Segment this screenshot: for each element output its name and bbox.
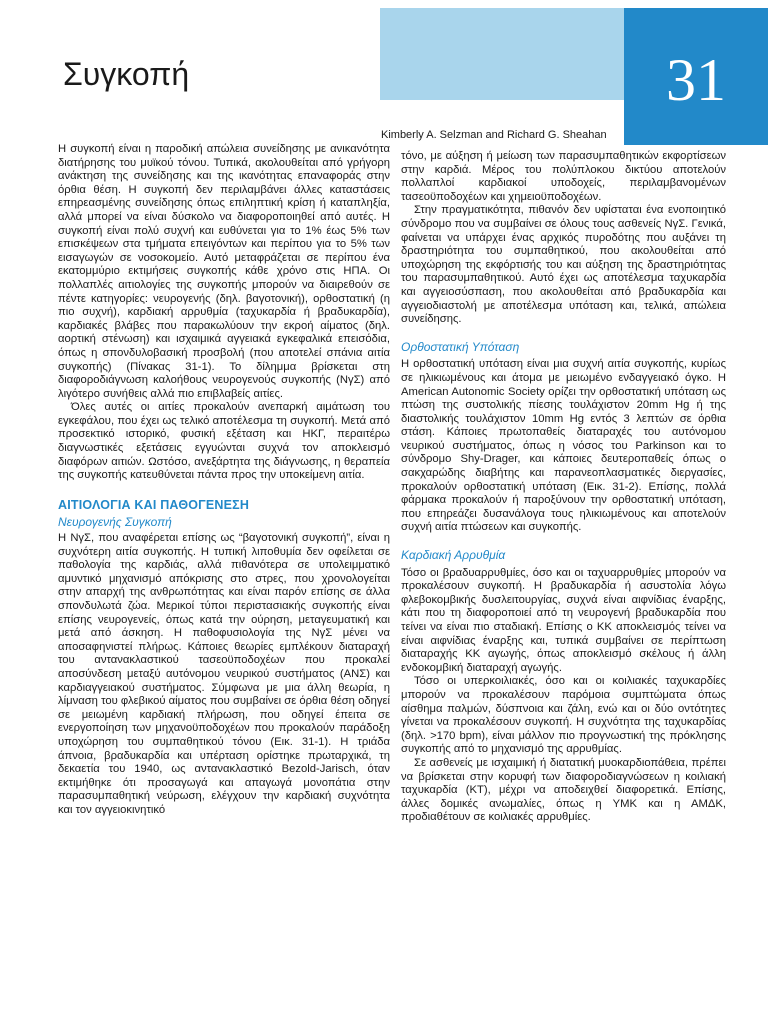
right-column xyxy=(401,150,726,825)
paragraph: Όλες αυτές οι αιτίες προκαλούν ανεπαρκή αιμάτωση του εγκεφάλου, που έχει ως τελικό αποτέλεσμα τη συγκοπή. Μετά από προσεκτικό ιστορικό, φυσική εξέταση και ΗΚΓ, περαιτέρω διαγνωστικές εξετάσεις εγγυώνται συχνά τον αποκλεισμό διαφόρων αιτιών. Ωστόσο, ανεξάρτητα της διάγνωσης, η θεραπεία της συγκοπής κατευθύνεται πάντα προς την υποκείμενη αιτία. xyxy=(58,401,390,482)
paragraph: Σε ασθενείς με ισχαιμική ή διατατική μυοκαρδιοπάθεια, πρέπει να βρίσκεται στην κορυφή των διαφοροδιαγνώσεων η κοιλιακή ταχυκαρδία (ΚΤ), μέχρι να αποδειχθεί διαφορετικά. Επίσης, άλλες δομικές ανωμαλίες, όπως η ΥΜΚ και η ΑΜΔΚ, προδιαθέτουν σε κοιλιακές αρρυθμίες. xyxy=(401,756,726,824)
chapter-authors: Kimberly A. Selzman and Richard G. Sheahan xyxy=(381,129,607,141)
chapter-number-box xyxy=(624,8,768,145)
paragraph: Στην πραγματικότητα, πιθανόν δεν υφίσταται ένα ενοποιητικό σύνδρομο που να συμβαίνει σε όλους τους ασθενείς ΝγΣ. Γενικά, φαίνεται να υπάρχει ένας αρχικός πυροδότης που αυξάνει τη δραστηριότητα του συμπαθητικού, που ακολουθείται από υποχώρηση της εκφόρτισής του και αύξηση της δραστηριότητας του παρασυμπαθητικού. Αυτό έχει ως αποτέλεσμα ταχυκαρδία και αγγειοσύσπαση, που ακολουθείται από βραδυκαρδία και αγγειοδιαστολή με αποτέλεσμα υπόταση και, τελικά, απώλεια συνείδησης. xyxy=(401,204,726,326)
left-column xyxy=(58,143,390,818)
subsection-heading: Νευρογενής Συγκοπή xyxy=(58,515,172,530)
subsection-heading: Ορθοστατική Υπόταση xyxy=(401,339,520,354)
paragraph: Η ορθοστατική υπόταση είναι μια συχνή αιτία συγκοπής, κυρίως σε ηλικιωμένους και άτομα με μειωμένο ενδαγγειακό όγκο. Η American Autonomic Society ορίζει την ορθοστατική υπόταση ως πτώση της συστολικής πίεσης τουλάχιστον 20mm Hg ή της διαστολικής τουλάχιστον 10mm Hg εντός 3 λεπτών σε όρθια στάση. Κάποιες πρωτοπαθείς διαταραχές του αυτόνομου νευρικού συστήματος, όπως η νόσος του Parkinson και το σύνδρομο Shy-Drager, και κάποιες δευτεροπαθείς όπως ο σακχαρώδης διαβήτης και παρανεοπλασματικές διεργασίες, προκαλούν ορθοστατική υπόταση (Εικ. 31-2). Επίσης, πολλά φάρμακα προκαλούν ή παροξύνουν την ορθοστατική υπόταση, που επηρεάζει δυσανάλογα τους ηλικιωμένους και αποτελούν συχνή αιτία πτώσεων και συγκοπής. xyxy=(401,358,726,534)
paragraph: Η συγκοπή είναι η παροδική απώλεια συνείδησης με ανικανότητα διατήρησης του μυϊκού τόνου. Τυπικά, ακολουθείται από γρήγορη ανάκτηση της συνείδησης και της ικανότητας επαναφοράς στην όρθια θέση. Η συγκοπή δεν περιλαμβάνει άλλες καταστάσεις επηρεασμένης συνείδησης όπως επιληπτική κρίση ή καταπληξία, αλλά μπορεί να είναι δύσκολο να διαφοροποιηθεί από αυτές. Η συγκοπή είναι πολύ συχνή και ευθύνεται για το 1% έως 5% των επισκέψεων στα τμήματα επειγόντων και περίπου για το 5% των εισαγωγών σε νοσοκομείο. Αυτό μεταφράζεται σε περίπου ένα εκατομμύριο εκτιμήσεις συγκοπής κάθε χρόνο στις ΗΠΑ. Οι πολλαπλές αιτιολογίες της συγκοπής μπορούν να διαιρεθούν σε πέντε κατηγορίες: νευρογενής (δηλ. βαγοτονική), ορθοστατική (η πιο συχνή), καρδιακή αρρυθμία (ταχυκαρδία ή βραδυκαρδία), καρδιακές βλάβες που παρακωλύουν την εκροή αίματος (δηλ. αορτική στένωση) και ισχαιμικά αγγειακά εγκεφαλικά επεισόδια, όπως η σπονδυλοβασική προσβολή (που αποτελεί σπάνια αιτία συγκοπής) (Πίνακας 31-1). Το δίλημμα βρίσκεται στη διαφοροδιάγνωση καλοήθους νευρογενούς συγκοπής (ΝγΣ) από λιγότερο συνήθεις αλλά πιο επιβλαβείς αιτίες. xyxy=(58,143,390,400)
subsection-heading: Καρδιακή Αρρυθμία xyxy=(401,548,506,563)
chapter-title: Συγκοπή xyxy=(63,56,190,92)
paragraph: τόνο, με αύξηση ή μείωση των παρασυμπαθητικών εκφορτίσεων στην καρδιά. Μέρος του πολύπλοκου δικτύου αποτελούν πολλαπλοί καρδιακοί υποδοχείς, περιλαμβανομένων τασεοϋποδοχέων και χημειοϋποδοχέων. xyxy=(401,150,726,203)
paragraph: Η ΝγΣ, που αναφέρεται επίσης ως “βαγοτονική συγκοπή”, είναι η συχνότερη αιτία συγκοπής. Η τυπική λιποθυμία δεν οφείλεται σε παθολογία της καρδιάς, αλλά πιθανότερα σε υπολειμματικό αμυντικό μηχανισμό απόκρισης στο στρες, που χρονολογείται στην απαρχή της ανθρωπότητας και είναι παρόν επίσης σε άλλα σπονδυλωτά ζώα. Μερικοί τύποι περιστασιακής συγκοπής είναι επίσης νευρογενείς, όπως κατά την ούρηση, μεταγευματική και μετά από άσκηση. Η παθοφυσιολογία της ΝγΣ μένει να αποσαφηνιστεί πλήρως. Κάποιες θεωρίες εμπλέκουν διαταραχή του αντανακλαστικού τασεοϋποδοχέων που προκαλεί αποσύνδεση μεταξύ αυτόνομου νευρικού συστήματος (ΑΝΣ) και καρδιαγγειακού συστήματος. Σύμφωνα με μια άλλη θεωρία, η λίμναση του φλεβικού αίματος που συμβαίνει σε όρθια θέση οδηγεί σε μειωμένη καρδιακή πλήρωση, που οδηγεί έπειτα σε ενεργοποίηση των μηχανοϋποδοχέων που προκαλούν παράδοξη υποχώρηση του συμπαθητικού τόνου (Εικ. 31-1). Η τριάδα άπνοια, βραδυκαρδία και υπέρταση ορίστηκε πρωταρχικά, τη δεκαετία του 1940, ως αντανακλαστικό Bezold-Jarisch, όταν εκτιμήθηκε ότι προσαγωγά και απαγωγά μονοπάτια στην παρασυμπαθητική νεύρωση, ελέγχουν την καρδιακή συχνότητα και τον αγγειοκινητικό xyxy=(58,532,390,816)
paragraph: Τόσο οι βραδυαρρυθμίες, όσο και οι ταχυαρρυθμίες μπορούν να προκαλέσουν συγκοπή. Η βραδυκαρδία ή ασυστολία λόγω φλεβοκομβικής δυσλειτουργίας, συχνά είναι αιφνίδιας έναρξης, κάτι που τη διαφοροποιεί από τη νευρογενή βραδυκαρδία που τείνει να είναι πιο σταδιακή. Επίσης ο ΚΚ αποκλεισμός τείνει να είναι αιφνίδιας έναρξης και, τυπικά συμβαίνει σε περίπτωση διαταραχής ΚΚ αγωγής, όπως αποκλεισμό σκέλους ή άλλη ενδοκομβική διαταραχή αγωγής. xyxy=(401,566,726,674)
section-heading: ΑΙΤΙΟΛΟΓΙΑ ΚΑΙ ΠΑΘΟΓΕΝΕΣΗ xyxy=(58,497,250,512)
paragraph: Τόσο οι υπερκοιλιακές, όσο και οι κοιλιακές ταχυκαρδίες μπορούν να προκαλέσουν παρόμοια συμπτώματα όπως αίσθημα παλμών, δύσπνοια και ζάλη, ενώ και οι δύο οντότητες γίνεται να προκαλέσουν συγκοπή. Η συχνότητα της ταχυκαρδίας (δηλ. >170 bpm), είναι μάλλον πιο προγνωστική της πρόκλησης συγκοπής από το μηχανισμό της αρρυθμίας. xyxy=(401,675,726,756)
chapter-number: 31 xyxy=(666,46,726,113)
